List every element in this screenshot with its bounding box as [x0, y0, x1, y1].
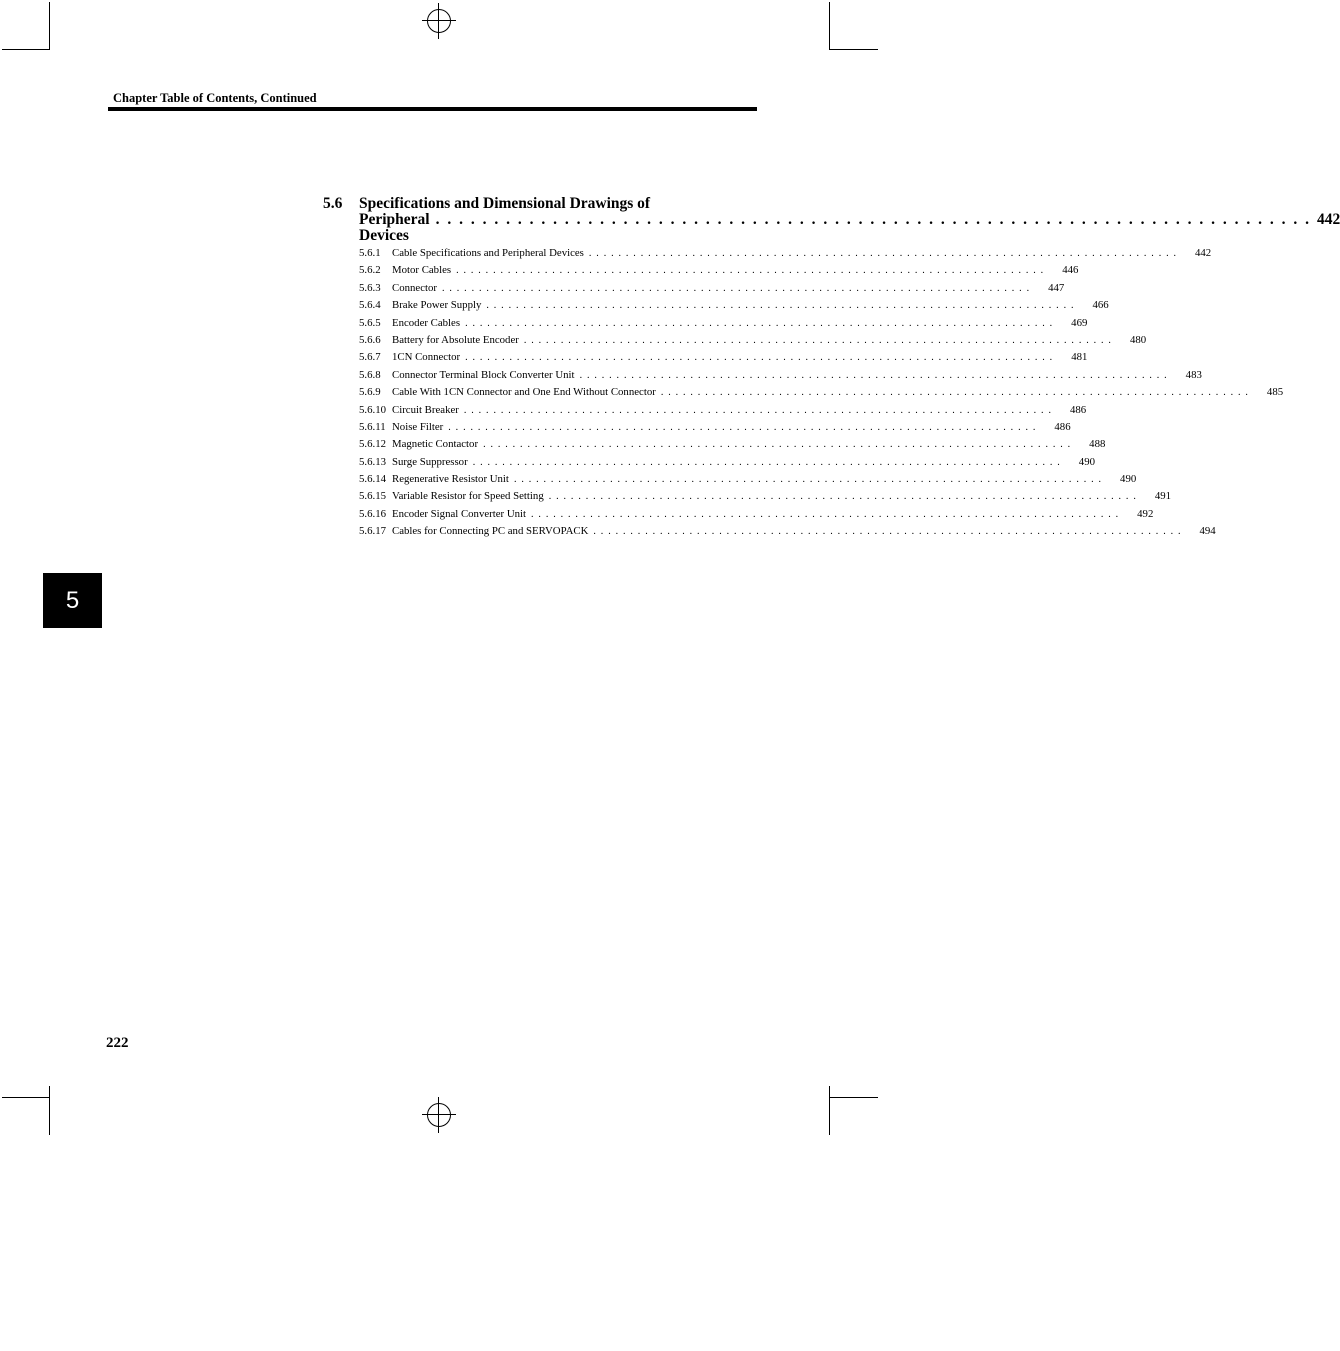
- toc-entry[interactable]: [359, 488, 1172, 505]
- section-title-line2: Peripheral Devices: [359, 211, 430, 244]
- entry-title: Variable Resistor for Speed Setting: [392, 490, 544, 503]
- entry-number: 5.6.6: [359, 333, 381, 346]
- entry-number: 5.6.8: [359, 368, 381, 381]
- entry-title: Encoder Cables: [392, 316, 461, 329]
- entry-title: Circuit Breaker: [392, 403, 459, 416]
- leader-dots: [514, 471, 1102, 488]
- entry-title: Surge Suppressor: [392, 455, 468, 468]
- leader-dots: [483, 436, 1071, 453]
- leader-dots: [473, 454, 1061, 471]
- leader-dots: [549, 488, 1137, 505]
- chapter-tab: 5: [43, 573, 102, 628]
- leader-dots: [593, 523, 1181, 540]
- leader-dots: [456, 262, 1044, 279]
- entry-page: 446: [1062, 264, 1079, 277]
- header-rule: [108, 107, 757, 111]
- entry-number: 5.6.14: [359, 473, 386, 486]
- entry-title: Connector: [392, 281, 437, 294]
- leader-dots: [464, 402, 1052, 419]
- toc-entry[interactable]: [359, 349, 1088, 366]
- toc-entry[interactable]: [359, 523, 1216, 540]
- leader-dots: [442, 280, 1030, 297]
- entry-page: 491: [1154, 490, 1172, 503]
- entry-page: 492: [1137, 507, 1154, 520]
- entry-number: 5.6.9: [359, 386, 381, 399]
- leader-dots: [448, 419, 1036, 436]
- entry-page: 486: [1069, 403, 1087, 416]
- entry-number: 5.6.7: [359, 351, 381, 364]
- entry-title: Connector Terminal Block Converter Unit: [392, 368, 575, 381]
- toc-section: [323, 195, 1340, 541]
- leader-dots: [465, 315, 1053, 332]
- toc-entry[interactable]: [359, 419, 1071, 436]
- entry-title: Brake Power Supply: [392, 299, 482, 312]
- toc-entry[interactable]: [359, 262, 1079, 279]
- running-header: Chapter Table of Contents, Continued: [113, 91, 317, 105]
- toc-entry[interactable]: [359, 471, 1137, 488]
- entry-title: Motor Cables: [392, 264, 452, 277]
- entry-title: Regenerative Resistor Unit: [392, 473, 509, 486]
- entry-page: 480: [1129, 333, 1147, 346]
- entry-title: 1CN Connector: [392, 351, 461, 364]
- entry-page: 469: [1071, 316, 1088, 329]
- entry-page: 447: [1048, 281, 1065, 294]
- leader-dots: [524, 332, 1112, 349]
- entry-number: 5.6.3: [359, 281, 381, 294]
- section-title-line1: Specifications and Dimensional Drawings of: [359, 195, 651, 212]
- entry-page: 490: [1078, 455, 1095, 468]
- entry-number: 5.6.17: [359, 525, 386, 538]
- toc-entries: [359, 245, 1284, 541]
- section-number: 5.6: [323, 195, 343, 212]
- leader-dots: [661, 384, 1249, 401]
- toc-entry[interactable]: [359, 245, 1212, 262]
- entry-number: 5.6.16: [359, 507, 386, 520]
- entry-title: Battery for Absolute Encoder: [392, 333, 519, 346]
- entry-title: Encoder Signal Converter Unit: [392, 507, 527, 520]
- section-heading[interactable]: [323, 195, 1340, 244]
- toc-entry[interactable]: [359, 436, 1106, 453]
- entry-title: Magnetic Contactor: [392, 438, 479, 451]
- toc-entry[interactable]: [359, 506, 1154, 523]
- leader-dots: [589, 245, 1177, 262]
- entry-title: Noise Filter: [392, 420, 444, 433]
- entry-page: 485: [1266, 386, 1284, 399]
- toc-entry[interactable]: [359, 280, 1065, 297]
- entry-number: 5.6.1: [359, 247, 381, 259]
- toc-entry[interactable]: [359, 402, 1087, 419]
- entry-number: 5.6.13: [359, 455, 386, 468]
- entry-page: 488: [1089, 438, 1106, 451]
- entry-page: 494: [1199, 525, 1216, 538]
- leader-dots: [486, 297, 1074, 314]
- toc-entry[interactable]: [359, 454, 1095, 471]
- entry-page: 486: [1054, 420, 1071, 433]
- entry-page: 481: [1071, 351, 1088, 364]
- toc-entry[interactable]: [359, 297, 1109, 314]
- entry-title: Cable Specifications and Peripheral Devices: [392, 247, 584, 259]
- entry-title: Cables for Connecting PC and SERVOPACK: [392, 525, 589, 538]
- toc-entry[interactable]: [359, 315, 1088, 332]
- entry-page: 442: [1195, 247, 1212, 259]
- entry-title: Cable With 1CN Connector and One End Without Connector: [392, 386, 656, 399]
- toc-entry[interactable]: [359, 384, 1284, 401]
- entry-number: 5.6.10: [359, 403, 386, 416]
- entry-page: 483: [1185, 368, 1202, 381]
- entry-number: 5.6.11: [359, 420, 386, 433]
- toc-entry[interactable]: [359, 367, 1202, 384]
- section-page: 442: [1316, 211, 1340, 228]
- leader-dots: [580, 367, 1168, 384]
- entry-page: 466: [1092, 299, 1109, 312]
- entry-number: 5.6.15: [359, 490, 386, 503]
- entry-number: 5.6.4: [359, 299, 381, 312]
- entry-number: 5.6.5: [359, 316, 381, 329]
- toc-entry[interactable]: [359, 332, 1147, 349]
- leader-dots: [465, 349, 1053, 366]
- leader-dots: [436, 212, 1311, 228]
- leader-dots: [531, 506, 1119, 523]
- entry-number: 5.6.2: [359, 264, 381, 277]
- entry-number: 5.6.12: [359, 438, 386, 451]
- page-number: 222: [106, 1035, 129, 1051]
- entry-page: 490: [1120, 473, 1137, 486]
